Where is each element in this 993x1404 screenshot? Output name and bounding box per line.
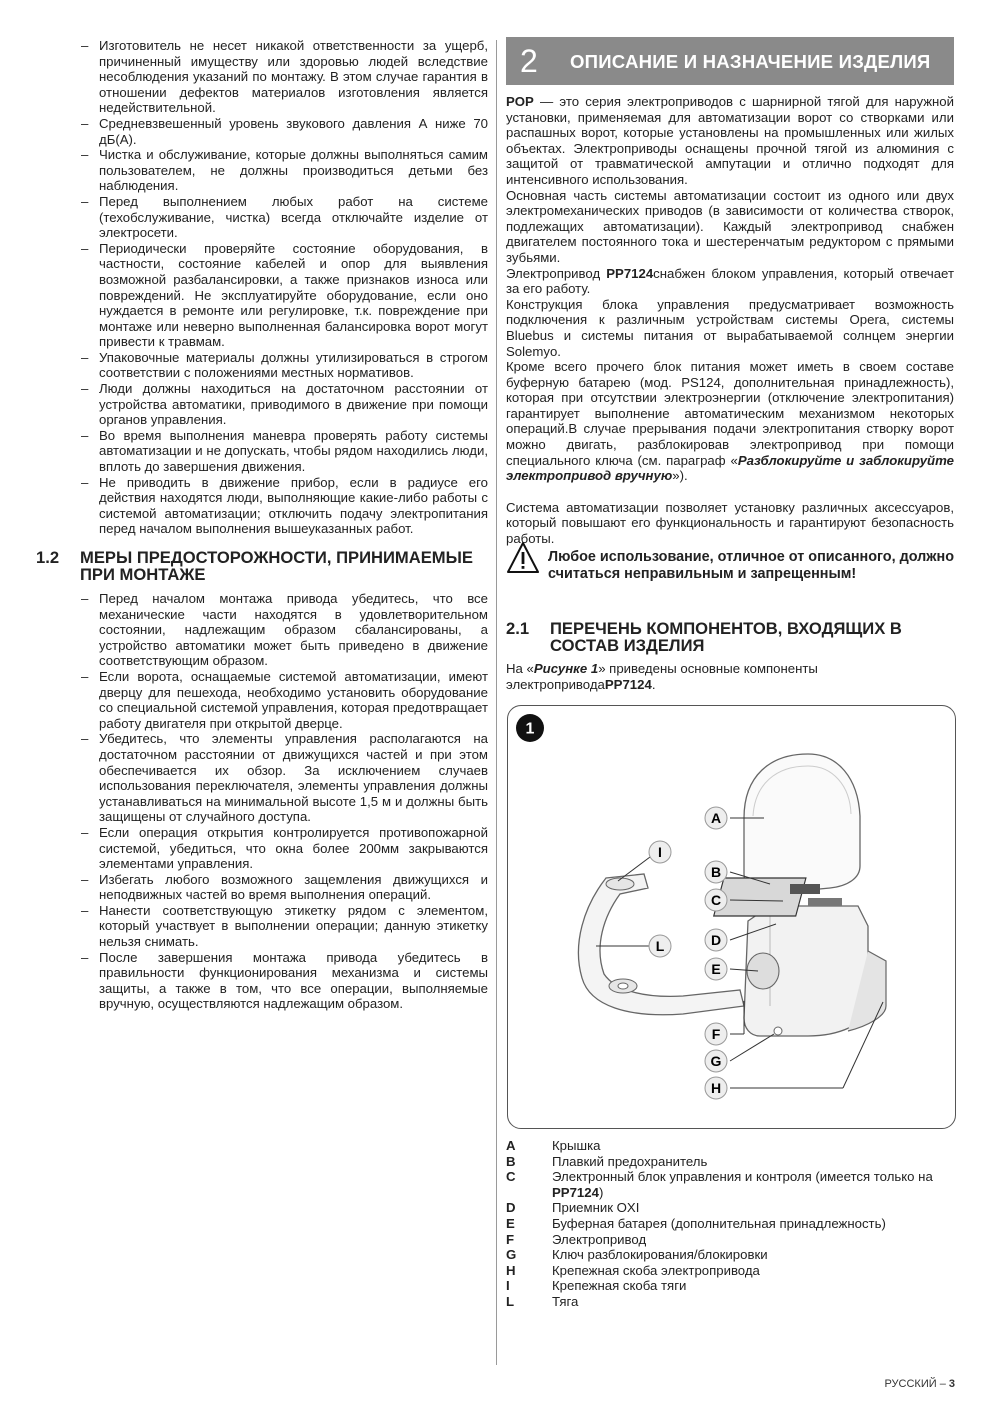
legend-text [552,1154,956,1170]
model-code: PP7124 [606,265,654,281]
list-item: – Если операция открытия контролируется противопожарной системой, убедиться, что окна более 200мм закрываются элементами управления. [78,825,488,872]
callout-a: A [710,810,722,826]
section-2-1-heading [506,620,954,654]
list-item: – Чистка и обслуживание, которые должны выполняться самим пользователем, не должны производиться детьми без наблюдения. [78,147,488,194]
chapter-2-header [506,37,954,85]
legend-text [552,1263,956,1279]
intro-c: . [651,676,656,692]
page-number: 3 [948,1378,955,1390]
paragraph-3-a: Электропривод [506,265,607,281]
callout-l: L [655,938,665,954]
figure-1 [507,705,956,1129]
legend-text-main: Плавкий предохранитель [552,1153,708,1169]
product-name: POP [506,94,534,109]
list-item: – Не приводить в движение прибор, если в радиусе его действия находятся люди, выполняющие какие-либо работы с системой автоматизации; отключить подачу электропитания перед началом выполнения вышеуказанных работ. [78,475,488,537]
intro-b: » приведены основные компоненты электропривода [506,661,818,692]
list-item: – Убедитесь, что элементы управления располагаются на достаточном расстоянии от движущихся частей и при этом обеспечивается их обзор. За исключением случаев использования переключателя, элементы управления должны устанавливаться на минимальной высоте 1,5 м и должны быть защищены от случайного доступа. [78,731,488,825]
legend-row [506,1154,956,1170]
list-item: – Во время выполнения маневра проверять работу системы автоматизации и не допускать, чтобы рядом находились люди, вплоть до завершения движения. [78,428,488,475]
safety-list [78,38,488,537]
callout-i: I [658,844,662,860]
section-2-1-intro [506,661,954,692]
list-item: – Изготовитель не несет никакой ответственности за ущерб, причиненный имуществу или здоровью людей вследствие несоблюдения указаний по монтажу. В этом случае гарантия в отношении дефектов материалов изготовления является недействительной. [78,38,488,116]
section-number: 2.1 [506,619,530,638]
legend-key: B [506,1153,516,1169]
installation-precautions-list [78,591,488,1012]
legend-text-main: Крепежная скоба электропривода [552,1262,760,1278]
legend-row [506,1232,956,1248]
section-title: МЕРЫ ПРЕДОСТОРОЖНОСТИ, ПРИНИМАЕМЫЕ ПРИ МОНТАЖЕ [80,548,473,584]
legend-text-main: Электропривод [552,1231,647,1247]
legend-row [506,1278,956,1294]
chapter-number: 2 [520,43,538,79]
legend-text [552,1138,956,1154]
legend-row [506,1216,956,1232]
legend-text-main: Буферная батарея (дополнительная принадлежность) [552,1215,886,1231]
legend-row [506,1138,956,1154]
left-column [78,38,488,537]
legend-text-main: Электронный блок управления и контроля (имеется только на [552,1169,933,1185]
legend-key: H [506,1262,516,1278]
legend-text-main: Приемник OXI [552,1200,640,1216]
legend-row [506,1263,956,1279]
footer-language: РУССКИЙ – [884,1378,949,1390]
legend-key: L [506,1293,515,1309]
legend-row [506,1247,956,1263]
figure-ref: Рисунке 1 [533,661,599,676]
paragraph-1 [506,94,954,188]
legend-row [506,1169,956,1200]
chapter-2-body [506,94,954,547]
list-item: – Периодически проверяйте состояние оборудования, в частности, состояние кабелей и опор для выявления возможной разбалансировки, а также признаков износа или повреждений. Не эксплуатируйте оборудование, если оно нуждается в ремонте или регулировке, т.к. повреждение при монтаже или неверно выполненная балансировка ворот могут привести к травмам. [78,241,488,350]
callout-c: C [710,892,722,908]
figure-number: 1 [525,720,535,738]
warning-block [506,541,954,589]
callout-f: F [711,1026,721,1042]
legend-row [506,1294,956,1310]
paragraph-6: Система автоматизации позволяет установку различных аксессуаров, который повышают его функциональность и гарантируют безопасность работы. [506,499,954,547]
paragraph-5-a: Кроме всего прочего блок питания может иметь в своем составе буферную батарею (мод. PS124, дополнительная принадлежность), которая при отсутствии электроэнергии (отключение электропитания) гарантирует выполнение автоматическим механизмом некоторых операций.В случае прерывания подачи электропитания створку ворот можно двигать, разблокировав электропривод при помощи специального ключа (см. параграф « [506,359,954,468]
list-item: – После завершения монтажа привода убедитесь в правильности функционирования механизма и системы защиты, а также в том, что все операции, выполняемые вручную, осуществляются надлежащим образом. [78,950,488,1012]
section-number: 1.2 [36,548,60,567]
legend-key: F [506,1231,515,1247]
section-title: ПЕРЕЧЕНЬ КОМПОНЕНТОВ, ВХОДЯЩИХ В СОСТАВ ИЗДЕЛИЯ [550,619,902,655]
list-item: – Упаковочные материалы должны утилизироваться в строгом соответствии с положениями местных нормативов. [78,350,488,381]
legend-key: A [506,1138,516,1153]
paragraph-5 [506,359,954,484]
control-board [714,878,806,916]
model-code: PP7124 [604,676,652,692]
legend-model-code: PP7124 [552,1184,599,1200]
paragraph-reference: Разблокируйте и заблокируйте электропривод вручную [506,452,954,484]
paragraph-1-text: — это серия электроприводов с шарнирной тягой для наружной установки, применяемая для автоматизации ворот со створками или распашных ворот, которые установлены на промышленных или жилых объектах. Электроприводы оснащены прочной тягой из алюминия с защитой от травматической ампутации и отлично подходят для интенсивного использования. [506,94,954,187]
list-item: – Если ворота, оснащаемые системой автоматизации, имеют дверцу для пешехода, необходимо установить оборудование со специальной системой управления, которая предотвращает работу двигателя при открытой дверце. [78,669,488,731]
list-item: – Нанести соответствующую этикетку рядом с элементом, который участвует в выполнении операции; данную этикетку нельзя снимать. [78,903,488,950]
cover-shape [744,754,860,894]
paragraph-2: Основная часть системы автоматизации состоит из одного или двух электромеханических приводов (в зависимости от количества створок, подлежащих автоматизации). Каждый электропривод снабжен двигателем постоянного тока и шестеренчатым редуктором с прямыми зубьями. [506,187,954,265]
list-item: – Люди должны находиться на достаточном расстоянии от устройства автоматики, приводимого в движение при помощи органов управления. [78,381,488,428]
paragraph-4: Конструкция блока управления предусматривает возможность подключения к различным устройствам системы Opera, системы Bluebus и системы питания от вырабатываемой солнцем энергии Solemyo. [506,296,954,359]
warning-icon [506,541,540,575]
legend-text [552,1278,956,1294]
list-item: – Перед выполнением любых работ на системе (техобслуживание, чистка) всегда отключайте изделие от электросети. [78,194,488,241]
legend-text [552,1200,956,1216]
legend-key: I [506,1278,510,1294]
page-footer [884,1378,955,1390]
list-item: – Избегать любого возможного защемления движущихся и неподвижных частей во время выполнения операций. [78,872,488,903]
legend-text [552,1216,956,1232]
paragraph-3-b: снабжен блоком управления, который отвечает за его работу. [506,265,954,297]
product-illustration [508,706,955,1128]
paragraph-5-b: »). [672,468,688,484]
legend-text [552,1247,956,1263]
callout-e: E [711,961,721,977]
intro-a: На « [506,661,534,676]
legend-tail: ) [598,1184,604,1200]
callout-h: H [710,1080,722,1096]
list-item: – Перед началом монтажа привода убедитесь, что все механические части находятся в удовлетворительном состоянии, надлежащим образом сбалансированы, а устройство автоматики может быть приведено в движение соответствующим образом. [78,591,488,669]
section-1-2-heading [36,549,486,583]
legend-text-main: Крышка [552,1138,601,1153]
callout-g: G [710,1053,722,1069]
legend-key: D [506,1200,516,1216]
list-item: – Средневзвешенный уровень звукового давления А ниже 70 дБ(А). [78,116,488,147]
legend-text-main: Ключ разблокирования/блокировки [552,1247,768,1263]
legend-key: G [506,1247,517,1263]
column-divider [496,40,497,1365]
legend-text-main: Крепежная скоба тяги [552,1278,687,1294]
legend-key: C [506,1169,516,1185]
legend-text [552,1232,956,1248]
legend-row [506,1200,956,1216]
legend-text [552,1169,956,1200]
legend-text [552,1294,956,1310]
callout-d: D [710,932,722,948]
legend-key: E [506,1215,515,1231]
warning-text: Любое использование, отличное от описанного, должно считаться неправильным и запрещенным! [548,549,954,582]
chapter-title: ОПИСАНИЕ И НАЗНАЧЕНИЕ ИЗДЕЛИЯ [570,51,931,72]
paragraph-3 [506,266,954,297]
callout-b: B [710,864,722,880]
legend-text-main: Тяга [552,1293,579,1309]
figure-legend [506,1138,956,1310]
